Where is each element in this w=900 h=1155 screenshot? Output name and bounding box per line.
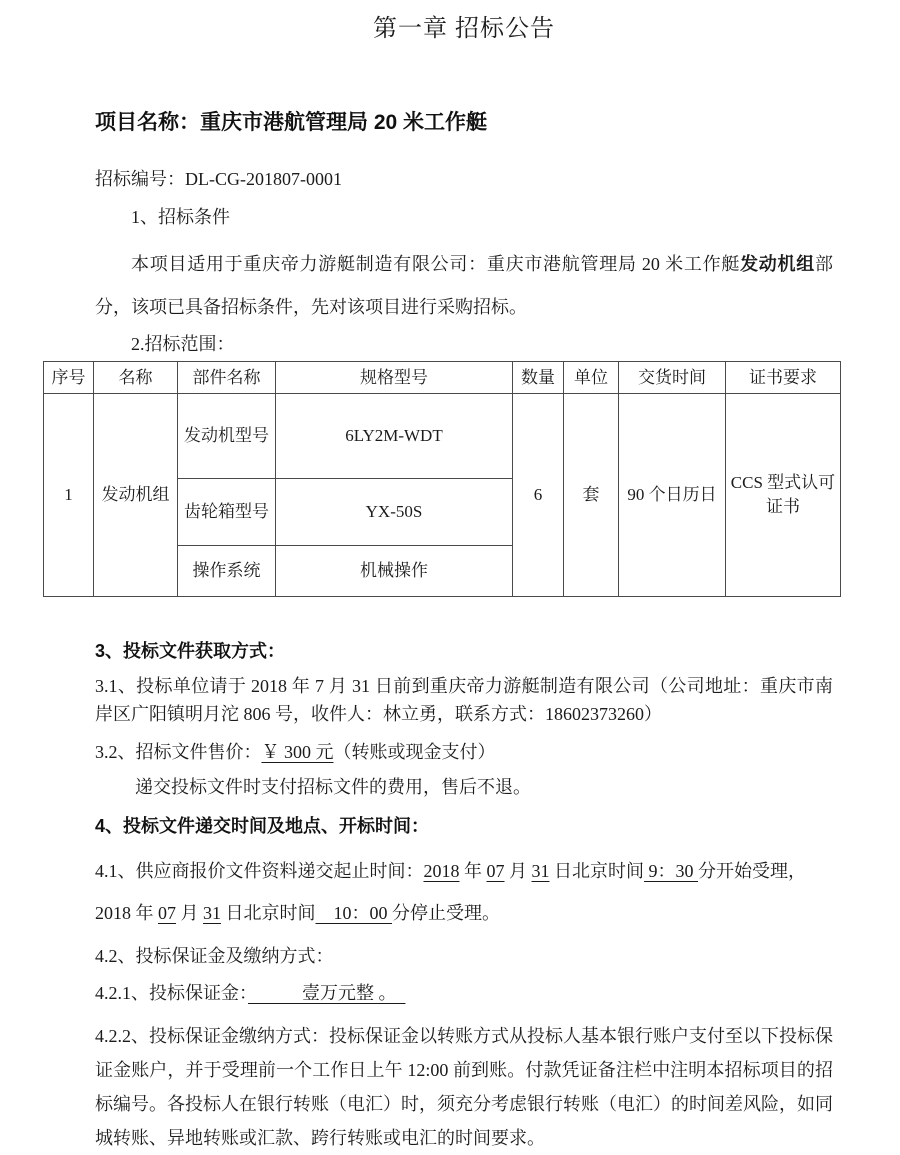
clause-text: 月 — [176, 903, 203, 923]
cell-spec: YX-50S — [276, 479, 513, 546]
payment-note: 递交投标文件时支付招标文件的费用，售后不退。 — [135, 777, 531, 797]
cell-name: 发动机组 — [94, 394, 178, 597]
section-4-heading: 4、投标文件递交时间及地点、开标时间： — [95, 816, 430, 836]
clause-4-1 — [95, 850, 833, 934]
cell-seq: 1 — [44, 394, 94, 597]
clause-4-2: 4.2、投标保证金及缴纳方式： — [95, 946, 334, 966]
cell-unit: 套 — [564, 394, 619, 597]
clause-text: 日北京时间 — [221, 903, 316, 923]
day-underlined: 31 — [203, 903, 221, 923]
clause-text: 日北京时间 — [549, 861, 644, 881]
month-underlined: 07 — [486, 861, 505, 881]
header-part-name: 部件名称 — [178, 362, 276, 394]
engine-unit-bold-text: 发动机组 — [740, 254, 815, 274]
cell-spec: 6LY2M-WDT — [276, 394, 513, 479]
clause-text: 南岸区广阳镇明月沱 806 号，收件人：林立勇，联系方式：18602373260） — [95, 676, 833, 724]
header-delivery-time: 交货时间 — [619, 362, 726, 394]
clause-3-2 — [95, 740, 833, 764]
month-underlined: 07 — [158, 903, 176, 923]
end-time-underlined: 10：00 — [315, 903, 392, 923]
header-certificate: 证书要求 — [726, 362, 841, 394]
clause-text: 3.2、招标文件售价： — [95, 742, 262, 762]
year-underlined: 2018 — [423, 861, 460, 881]
cell-certificate: CCS 型式认可证书 — [726, 394, 841, 597]
table-row — [44, 394, 841, 479]
cell-spec: 机械操作 — [276, 546, 513, 597]
cell-quantity: 6 — [513, 394, 564, 597]
clause-text: 年 — [459, 861, 487, 881]
clause-text: 4.1、供应商报价文件资料递交起止时间： — [95, 861, 424, 881]
clause-text: 月 — [504, 861, 532, 881]
document-price-underlined: ￥ 300 元 — [261, 742, 334, 762]
cell-part-name: 齿轮箱型号 — [178, 479, 276, 546]
cell-delivery-time: 90 个日历日 — [619, 394, 726, 597]
tender-number: 招标编号：DL-CG-201807-0001 — [95, 169, 342, 189]
section-1-heading: 1、招标条件 — [131, 207, 230, 227]
deposit-amount-underlined: 壹万元整 。 — [248, 983, 406, 1003]
header-spec-model: 规格型号 — [276, 362, 513, 394]
clause-3-1 — [95, 672, 833, 728]
clause-text: 4.2.1、投标保证金： — [95, 983, 248, 1003]
clause-text: 分停止受理。 — [392, 903, 500, 923]
section-2-heading: 2.招标范围： — [131, 334, 235, 354]
clause-text: 分开始受理， — [698, 861, 806, 881]
cell-part-name: 操作系统 — [178, 546, 276, 597]
day-underlined: 31 — [531, 861, 550, 881]
chapter-title: 第一章 招标公告 — [373, 16, 555, 42]
clause-4-2-2: 4.2.2、投标保证金缴纳方式：投标保证金以转账方式从投标人基本银行账户支付至以下投标保证金账户，并于受理前一个工作日上午 12:00 前到账。付款凭证备注栏中注明本招标项目的招标编号。各投标人在银行转账（电汇）时，须充分考虑银行转账（电汇）的时间差风险，如同城转账、异地转账或汇款、跨行转账或电汇的时间要求。 — [95, 1026, 833, 1148]
clause-text: 2018 年 — [95, 903, 158, 923]
paragraph-text: 本项目适用于重庆帝力游艇制造有限公司：重庆市港航管理局 20 米工作艇 — [131, 254, 741, 274]
header-seq: 序号 — [44, 362, 94, 394]
clause-4-2-1 — [95, 981, 833, 1005]
header-quantity: 数量 — [513, 362, 564, 394]
project-name: 项目名称：重庆市港航管理局 20 米工作艇 — [95, 111, 488, 134]
start-time-underlined: 9：30 — [644, 861, 698, 881]
scope-table — [43, 361, 841, 597]
clause-text: 3.1、投标单位请于 2018 年 7 月 31 日前到重庆帝力游艇制造有限公司（公司地址：重庆市 — [95, 676, 815, 696]
header-unit: 单位 — [564, 362, 619, 394]
header-name: 名称 — [94, 362, 178, 394]
tender-conditions-paragraph — [95, 243, 833, 329]
section-3-heading: 3、投标文件获取方式： — [95, 641, 286, 661]
cell-part-name: 发动机型号 — [178, 394, 276, 479]
clause-text: （转账或现金支付） — [333, 742, 496, 762]
paragraph-text: 部分，该项已具备招标条件，先对该项目进行采购招标。 — [95, 254, 833, 317]
table-header-row — [44, 362, 841, 394]
